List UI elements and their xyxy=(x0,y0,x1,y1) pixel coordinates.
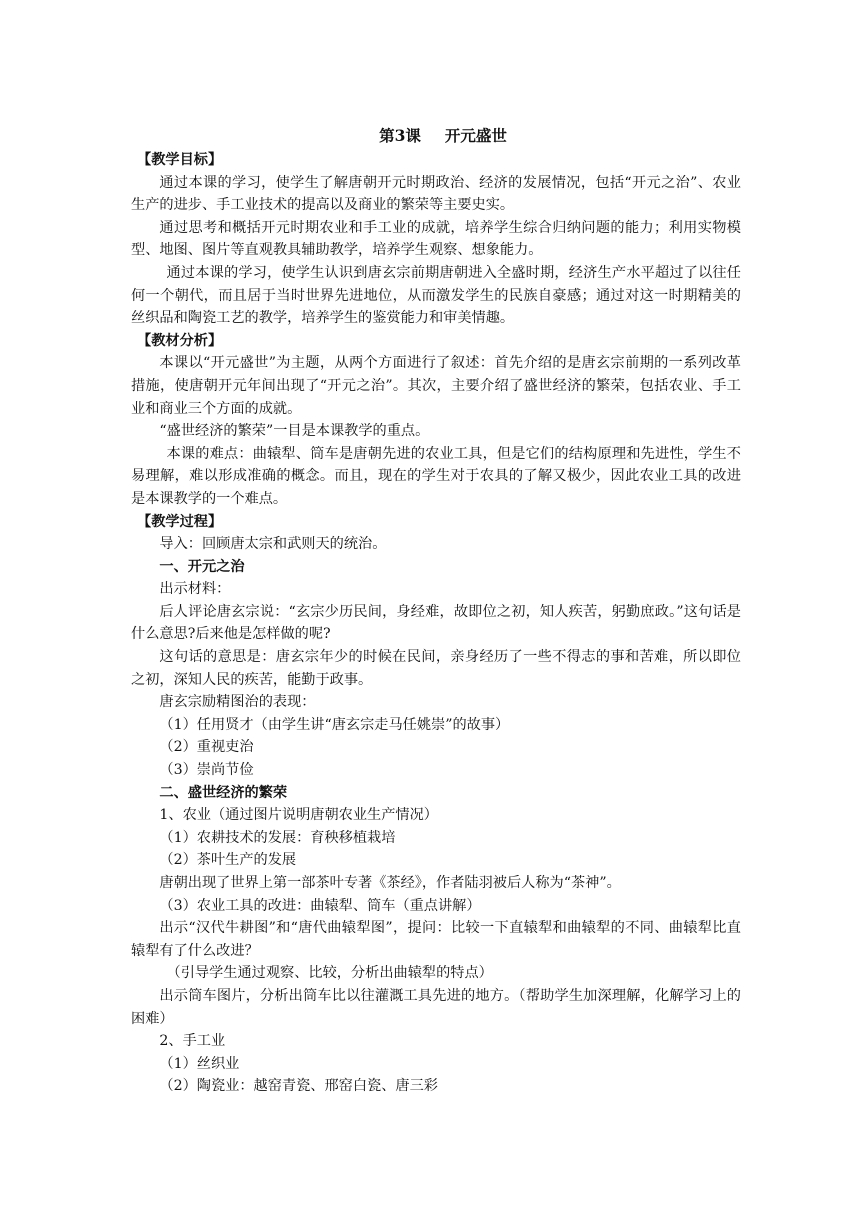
list-item: （2）重视吏治 xyxy=(159,739,254,756)
subsection-heading-economy: 二、盛世经济的繁荣 xyxy=(159,784,288,801)
document-page xyxy=(131,124,741,1098)
goals-paragraph: 通过思考和概括开元时期农业和手工业的成就，培养学生综合归纳问题的能力；利用实物模型、地图、图片等直观教具辅助教学，培养学生观察、想象能力。 xyxy=(131,219,741,259)
process-line: 1、农业（通过图片说明唐朝农业生产情况） xyxy=(159,807,438,824)
process-line: 后人评论唐玄宗说：“玄宗少历民间，身经难，故即位之初，知人疾苦，躬勤庶政。”这句话是什么意思?后来他是怎样做的呢? xyxy=(131,603,741,643)
analysis-paragraph: 本课以“开元盛世”为主题，从两个方面进行了叙述：首先介绍的是唐玄宗前期的一系列改革措施，使唐朝开元年间出现了“开元之治”。其次，主要介绍了盛世经济的繁荣，包括农业、手工业和商业三个方面的成就。 xyxy=(131,355,741,417)
goals-paragraph: 通过本课的学习，使学生认识到唐玄宗前期唐朝进入全盛时期，经济生产水平超过了以往任何一个朝代，而且居于当时世界先进地位，从而激发学生的民族自豪感；通过对这一时期精美的丝织品和陶瓷工艺的教学，培养学生的鉴赏能力和审美情趣。 xyxy=(131,264,741,327)
list-item: （3）农业工具的改进：曲辕犁、筒车（重点讲解） xyxy=(159,897,481,914)
analysis-paragraph: “盛世经济的繁荣”一目是本课教学的重点。 xyxy=(159,423,430,440)
process-line: 唐朝出现了世界上第一部茶叶专著《茶经》，作者陆羽被后人称为“茶神”。 xyxy=(159,875,621,891)
section-heading-analysis: 【教材分析】 xyxy=(137,332,223,349)
list-item: （2）陶瓷业：越窑青瓷、邢窑白瓷、唐三彩 xyxy=(159,1078,438,1095)
list-item: （1）丝织业 xyxy=(159,1055,240,1072)
goals-paragraph: 通过本课的学习，使学生了解唐朝开元时期政治、经济的发展情况，包括“开元之治”、农业生产的进步、手工业技术的提高以及商业的繁荣等主要史实。 xyxy=(131,174,741,214)
process-line: 2、手工业 xyxy=(159,1033,226,1050)
section-heading-goals: 【教学目标】 xyxy=(137,152,223,168)
list-item: （1）农耕技术的发展：育秧移植栽培 xyxy=(159,829,396,846)
page-title xyxy=(131,124,741,148)
process-line: 出示筒车图片，分析出筒车比以往灌溉工具先进的地方。（帮助学生加深理解，化解学习上的困难） xyxy=(131,987,741,1027)
list-item: （3）崇尚节俭 xyxy=(159,762,254,779)
process-line: 出示“汉代牛耕图”和“唐代曲辕犁图”，提问：比较一下直辕犁和曲辕犁的不同、曲辕犁比直辕犁有了什么改进？ xyxy=(131,920,741,959)
analysis-paragraph: 本课的难点：曲辕犁、筒车是唐朝先进的农业工具，但是它们的结构原理和先进性，学生不易理解，难以形成准确的概念。而且，现在的学生对于农具的了解又极少，因此农业工具的改进是本课教学的一个难点。 xyxy=(131,445,741,507)
list-item: （2）茶叶生产的发展 xyxy=(159,852,297,869)
process-line: 唐玄宗励精图治的表现： xyxy=(159,694,316,711)
subsection-heading-kaiyuan: 一、开元之治 xyxy=(159,558,245,575)
lesson-name: 开元盛世 xyxy=(444,126,507,145)
list-item: （1）任用贤才（由学生讲“唐玄宗走马任姚崇”的故事） xyxy=(159,716,510,733)
section-heading-process: 【教学过程】 xyxy=(137,513,223,530)
process-intro: 导入：回顾唐太宗和武则天的统治。 xyxy=(159,536,387,553)
process-line: （引导学生通过观察、比较，分析出曲辕犁的特点） xyxy=(166,965,493,982)
process-line: 出示材料： xyxy=(159,581,231,598)
lesson-number: 第3课 xyxy=(379,126,421,145)
process-line: 这句话的意思是：唐玄宗年少的时候在民间，亲身经历了一些不得志的事和苦难，所以即位之初，深知人民的疾苦，能勤于政事。 xyxy=(131,649,741,688)
